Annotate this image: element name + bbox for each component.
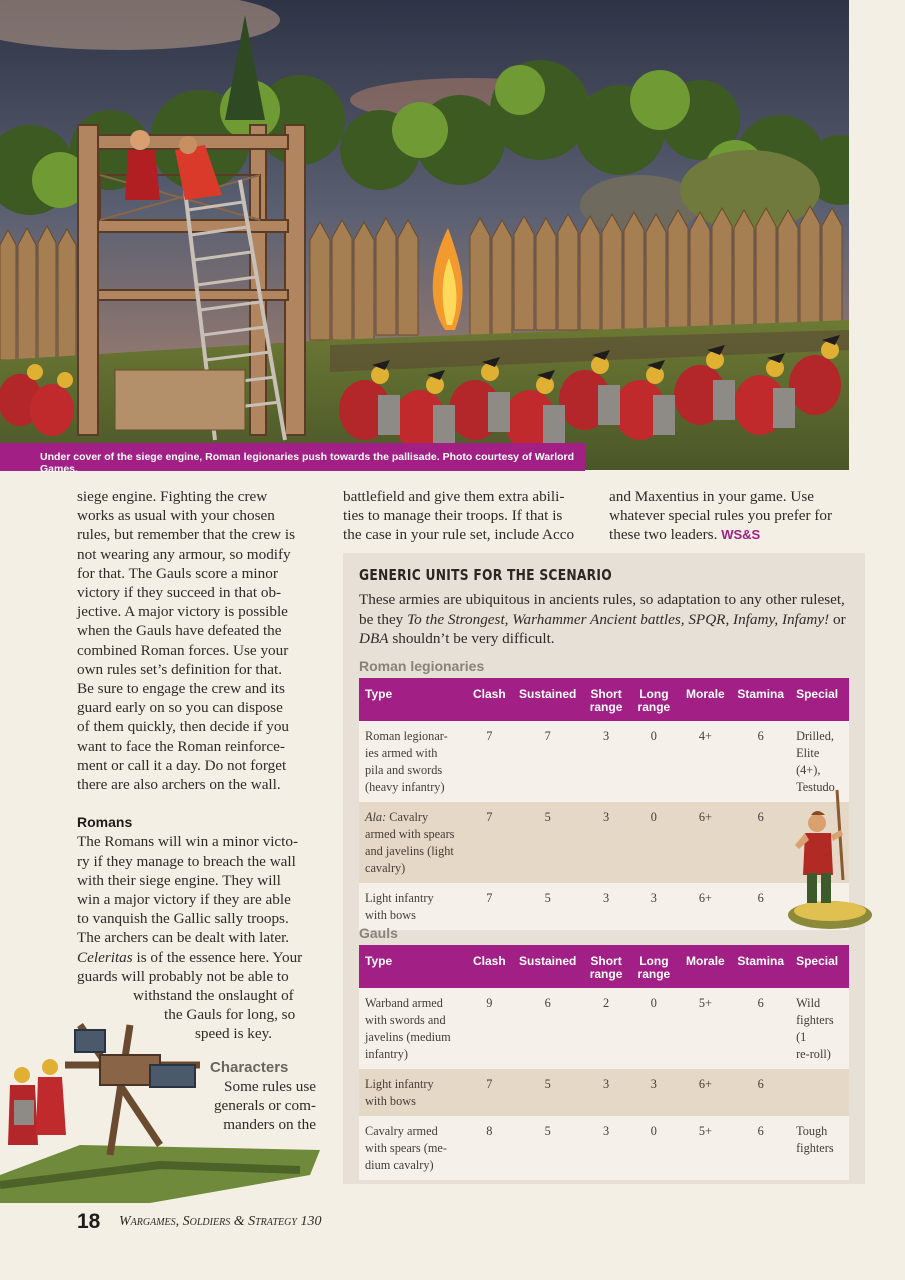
col-header-special: Special — [790, 678, 849, 721]
unit-type-text: Roman legionar- ies armed with pila and swords (heavy infantry) — [365, 729, 448, 794]
magazine-title: Wargames, Soldiers & Strategy 130 — [119, 1214, 322, 1229]
unit-type-text: Cavalry armed with spears and javelins (light cavalry) — [365, 810, 455, 875]
cell-long: 3 — [650, 891, 657, 905]
cell-morale: 6+ — [698, 810, 712, 824]
table-row — [359, 883, 849, 930]
col3-last-text: these two leaders. — [609, 526, 718, 544]
body-column-2 — [343, 487, 583, 545]
hero-photo — [0, 0, 849, 470]
col-header-long-range — [628, 945, 679, 988]
cell-long: 0 — [650, 996, 657, 1010]
cell-stamina: 6 — [757, 891, 764, 905]
table-row — [359, 802, 849, 883]
col-header-clash: Clash — [467, 945, 512, 988]
cell-short: 3 — [602, 1124, 610, 1138]
cell-sustained: 5 — [544, 1124, 551, 1138]
cell-clash: 8 — [486, 1124, 493, 1138]
body-column-3 — [609, 487, 849, 545]
romans-line: guards will probably not be able to — [77, 967, 289, 985]
page-number: 18 — [77, 1210, 101, 1233]
col2-line: battlefield and give them extra abili- — [343, 488, 565, 505]
col3-line: whatever special rules you prefer for — [609, 507, 833, 525]
cell-short: 3 — [602, 891, 610, 905]
range-label: range — [637, 700, 671, 714]
gallic-archer-miniature-illustration — [785, 785, 877, 935]
ws-s-signature: WS&S — [721, 527, 761, 543]
intro-dba: DBA — [359, 630, 389, 647]
col-header-short-range — [584, 945, 629, 988]
cell-short: 3 — [602, 1077, 610, 1091]
cell-long: 0 — [650, 729, 657, 743]
unit-type-text: Light infantry with bows — [365, 1077, 434, 1108]
gauls-label: Gauls — [359, 925, 398, 941]
cell-special: Tough fighters — [796, 1124, 834, 1155]
long-label: Long — [639, 954, 669, 968]
long-label: Long — [639, 687, 669, 701]
romans-line: The Romans will win a minor victo- — [77, 833, 299, 851]
col1-line: ment or call it a day. Do not forget — [77, 756, 287, 774]
cell-long: 0 — [650, 1124, 657, 1138]
cell-long: 0 — [650, 810, 657, 824]
cell-short: 3 — [602, 810, 610, 824]
cell-stamina: 6 — [757, 729, 764, 743]
short-label: Short — [590, 954, 622, 968]
cell-type — [359, 1069, 467, 1116]
box-intro — [359, 590, 854, 649]
romans-line: to vanquish the Gallic sally troops. — [77, 910, 289, 928]
cell-clash: 7 — [486, 891, 493, 905]
short-label: Short — [590, 687, 622, 701]
cell-clash: 7 — [486, 729, 493, 743]
cell-type — [359, 802, 467, 883]
cell-clash: 9 — [486, 996, 493, 1010]
cell-special — [790, 1069, 849, 1116]
col-header-morale: Morale — [679, 678, 731, 721]
romans-line: win a major victory if they are able — [77, 891, 291, 909]
cell-sustained: 5 — [544, 891, 551, 905]
col2-line: ties to manage their troops. If that is — [343, 507, 563, 525]
photo-caption: Under cover of the siege engine, Roman legionaries push towards the pallisade. Photo courtesy of Warlord Games. — [0, 443, 585, 471]
col-header-morale: Morale — [679, 945, 731, 988]
romans-line: ry if they manage to breach the wall — [77, 852, 296, 870]
cell-sustained: 5 — [544, 810, 551, 824]
cell-short: 2 — [602, 996, 610, 1010]
unit-type-text: Light infantry with bows — [365, 891, 434, 922]
col1-line: of them quickly, then decide if you — [77, 718, 290, 736]
table-header-row — [359, 945, 849, 988]
romans-line-celeritas — [77, 948, 316, 967]
cell-clash: 7 — [486, 810, 493, 824]
col-header-special: Special — [790, 945, 849, 988]
cell-type — [359, 1116, 467, 1180]
cell-morale: 6+ — [698, 1077, 712, 1091]
romans-heading: Romans — [77, 814, 133, 831]
col1-line: guard early on so you can dispose — [77, 699, 283, 717]
romans-line: with their siege engine. They will — [77, 871, 281, 889]
cell-morale: 5+ — [698, 996, 712, 1010]
col-header-short-range — [584, 678, 629, 721]
characters-line: generals or com- — [213, 1097, 316, 1115]
range-label: range — [589, 967, 623, 981]
intro-text: These armies are ubiquitous in ancients rules, so adaptation to any other ruleset, be they — [359, 591, 845, 628]
col1-line: victory if they succeed in that ob- — [77, 584, 282, 602]
cell-clash: 7 — [486, 1077, 493, 1091]
cell-type — [359, 988, 467, 1069]
celeritas-rest: is of the essence here. Your — [132, 948, 303, 966]
table-header-row — [359, 678, 849, 721]
col-header-long-range — [628, 678, 679, 721]
cell-morale: 6+ — [698, 891, 712, 905]
col1-line: there are also archers on the wall. — [77, 776, 281, 794]
intro-or: or — [829, 610, 846, 628]
col1-line: jective. A major victory is possible — [77, 603, 288, 621]
cell-special: Wild fighters (1 re-roll) — [796, 996, 834, 1061]
table-row — [359, 988, 849, 1069]
box-title: GENERIC UNITS FOR THE SCENARIO — [359, 566, 612, 584]
col3-line: and Maxentius in your game. Use — [609, 488, 814, 505]
siege-scene-illustration — [0, 0, 849, 470]
table-row — [359, 1116, 849, 1180]
romans-line: withstand the onslaught of — [133, 987, 294, 1005]
intro-end: shouldn’t be very difficult. — [388, 630, 555, 647]
cell-special: Drilled, Elite (4+), Testudo — [796, 729, 835, 794]
col1-line: combined Roman forces. Use your — [77, 641, 289, 659]
characters-line: manders on the — [223, 1116, 316, 1134]
unit-type-prefix: Ala: — [365, 810, 387, 824]
table-row — [359, 721, 849, 802]
romans-line: speed is key. — [195, 1025, 273, 1043]
col-header-stamina: Stamina — [731, 678, 790, 721]
col-header-type: Type — [359, 945, 467, 988]
cell-stamina: 6 — [757, 1124, 764, 1138]
col1-line: Be sure to engage the crew and its — [77, 680, 285, 698]
col-header-sustained: Sustained — [512, 678, 584, 721]
col-header-type: Type — [359, 678, 467, 721]
cell-type — [359, 721, 467, 802]
roman-units-table — [359, 678, 849, 930]
unit-type-text: Warband armed with swords and javelins (medium infantry) — [365, 996, 451, 1061]
ballista-miniature-illustration — [0, 1005, 320, 1205]
cell-morale: 4+ — [698, 729, 712, 743]
cell-long: 3 — [650, 1077, 657, 1091]
col2-line: the case in your rule set, include Acco — [343, 526, 575, 544]
cell-sustained: 7 — [544, 729, 551, 743]
col1-line: not wearing any armour, so modify — [77, 545, 291, 563]
cell-morale: 5+ — [698, 1124, 712, 1138]
range-label: range — [637, 967, 671, 981]
intro-rule-titles: To the Strongest, Warhammer Ancient battles, SPQR, Infamy, Infamy! — [407, 610, 830, 628]
col1-line: when the Gauls have defeated the — [77, 622, 282, 640]
romans-line: The archers can be dealt with later. — [77, 929, 290, 947]
cell-stamina: 6 — [757, 996, 764, 1010]
col3-last-line — [609, 525, 849, 544]
celeritas-term: Celeritas — [77, 948, 133, 966]
col1-line: works as usual with your chosen — [77, 507, 275, 525]
unit-type-text: Cavalry armed with spears (me- dium cavalry) — [365, 1124, 447, 1172]
cell-stamina: 6 — [757, 1077, 764, 1091]
col1-line: rules, but remember that the crew is — [77, 526, 296, 544]
cell-short: 3 — [602, 729, 610, 743]
roman-legionaries-label: Roman legionaries — [359, 658, 485, 674]
cell-type — [359, 883, 467, 930]
romans-line: the Gauls for long, so — [164, 1006, 296, 1024]
table-row — [359, 1069, 849, 1116]
col-header-stamina: Stamina — [731, 945, 790, 988]
characters-line: Some rules use — [224, 1077, 316, 1095]
col-header-clash: Clash — [467, 678, 512, 721]
col1-line: want to face the Roman reinforce- — [77, 737, 285, 755]
col1-line: own rules set’s definition for that. — [77, 660, 282, 678]
range-label: range — [589, 700, 623, 714]
cell-sustained: 6 — [544, 996, 551, 1010]
col1-line: for that. The Gauls score a minor — [77, 564, 278, 582]
col-header-sustained: Sustained — [512, 945, 584, 988]
gaul-units-table — [359, 945, 849, 1180]
characters-heading: Characters — [210, 1058, 289, 1076]
cell-sustained: 5 — [544, 1077, 551, 1091]
cell-stamina: 6 — [757, 810, 764, 824]
col1-line: siege engine. Fighting the crew — [77, 488, 268, 505]
